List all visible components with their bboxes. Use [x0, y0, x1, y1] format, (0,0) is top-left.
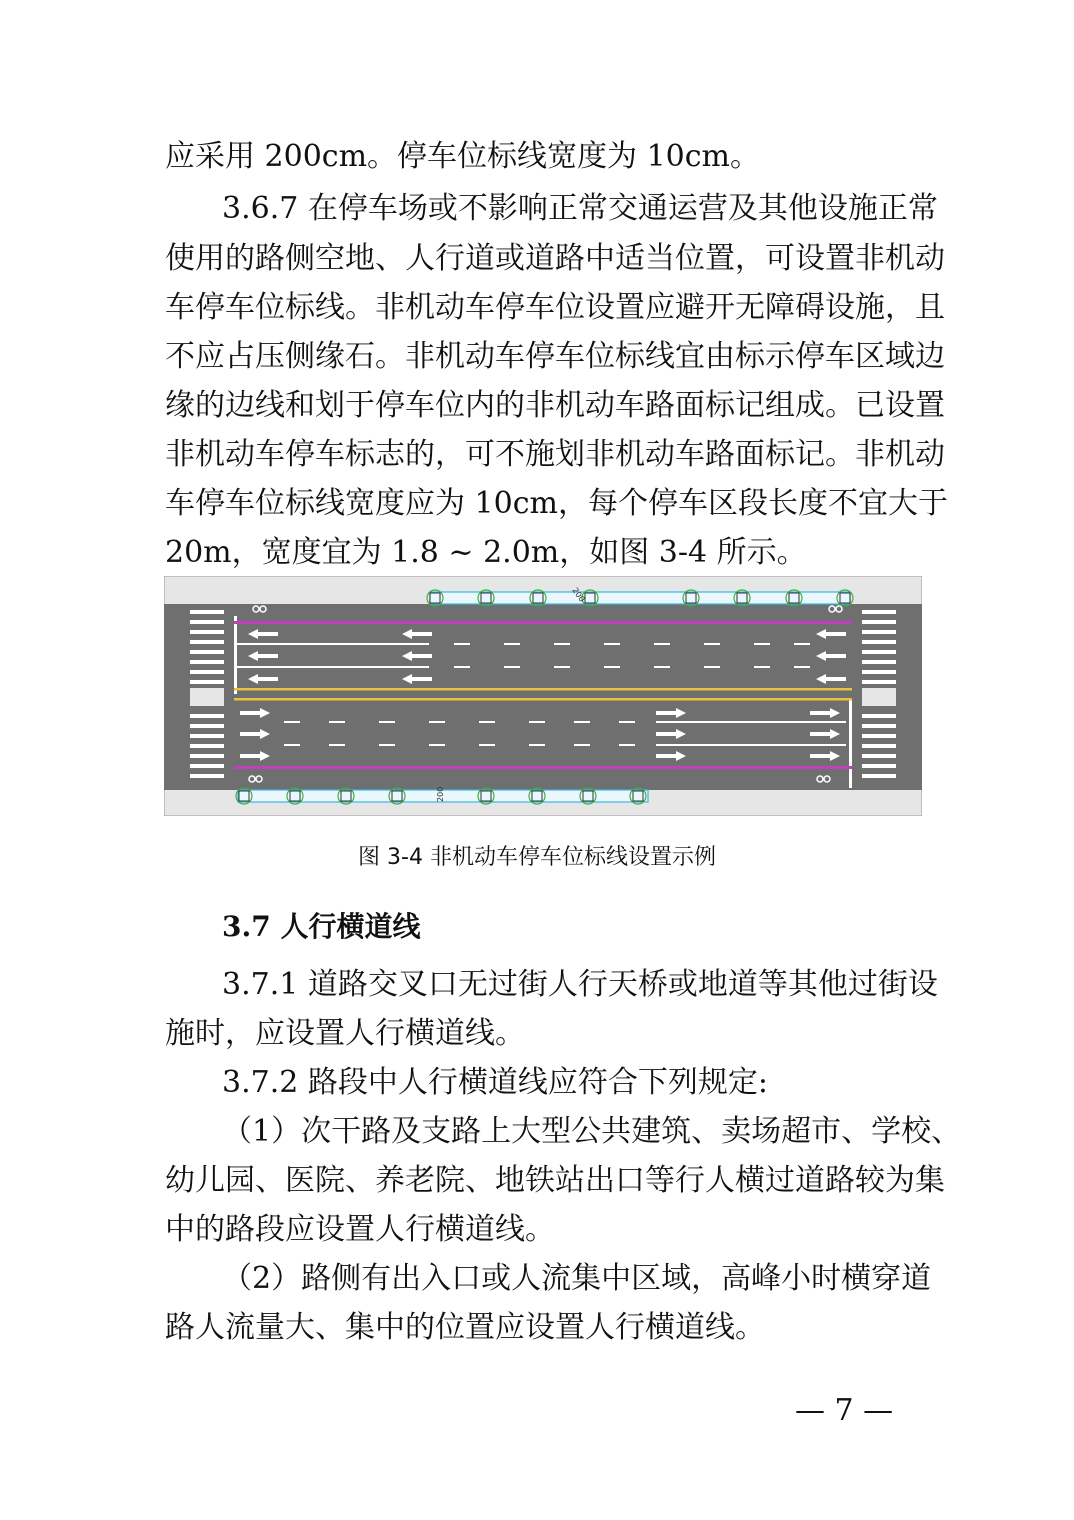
roadway: [164, 604, 922, 790]
paragraph-line: 不应占压侧缘石。非机动车停车位标线宜由标示停车区域边: [165, 339, 945, 374]
center-line-lower: [234, 698, 852, 701]
paragraph-line: 施时，应设置人行横道线。: [165, 1016, 525, 1051]
road-parking-diagram: [164, 576, 922, 816]
stop-line-left: [234, 616, 237, 694]
top-dimension-label: 200: [570, 585, 587, 604]
paragraph-line: 幼儿园、医院、养老院、地铁站出口等行人横过道路较为集: [165, 1163, 945, 1198]
bottom-dimension-label: 200: [436, 786, 445, 802]
paragraph-line: 3.6.7 在停车场或不影响正常交通运营及其他设施正常: [222, 191, 938, 226]
paragraph-line: 车停车位标线。非机动车停车位设置应避开无障碍设施，且: [165, 290, 945, 325]
edge-line-top: [234, 621, 852, 624]
figure-caption: 图 3-4 非机动车停车位标线设置示例: [358, 845, 716, 870]
paragraph-line: （1）次干路及支路上大型公共建筑、卖场超市、学校、: [222, 1114, 962, 1149]
edge-line-bottom: [234, 766, 852, 769]
paragraph-line: 使用的路侧空地、人行道或道路中适当位置，可设置非机动: [165, 241, 945, 276]
refuge-island-right: [862, 688, 896, 706]
page-number: — 7 —: [795, 1393, 894, 1428]
paragraph-line: 3.7.1 道路交叉口无过街人行天桥或地道等其他过街设: [222, 967, 938, 1002]
stop-line-right: [849, 700, 852, 788]
paragraph-line: 非机动车停车标志的，可不施划非机动车路面标记。非机动: [165, 437, 945, 472]
paragraph-line: 缘的边线和划于停车位内的非机动车路面标记组成。已设置: [165, 388, 945, 423]
section-heading: 3.7 人行横道线: [222, 910, 421, 943]
center-line-upper: [234, 688, 852, 691]
paragraph-line: 中的路段应设置人行横道线。: [165, 1212, 555, 1247]
paragraph-line: 3.7.2 路段中人行横道线应符合下列规定:: [222, 1065, 768, 1100]
refuge-island-left: [190, 688, 224, 706]
paragraph-line: （2）路侧有出入口或人流集中区域，高峰小时横穿道: [222, 1261, 932, 1296]
paragraph-line: 路人流量大、集中的位置应设置人行横道线。: [165, 1310, 765, 1345]
paragraph-line: 车停车位标线宽度应为 10cm，每个停车区段长度不宜大于: [165, 486, 948, 521]
paragraph-line: 应采用 200cm。停车位标线宽度为 10cm。: [165, 139, 761, 174]
paragraph-line: 20m，宽度宜为 1.8 ~ 2.0m，如图 3-4 所示。: [165, 535, 807, 570]
